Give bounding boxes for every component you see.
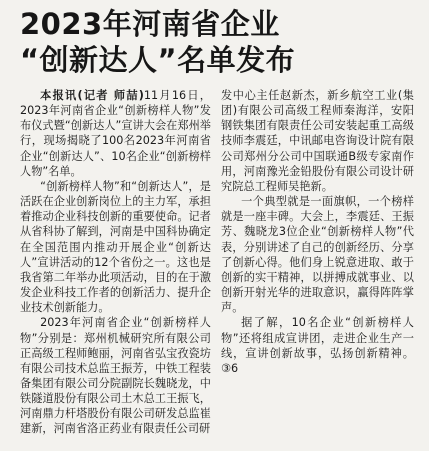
byline: 本报讯(记者 师喆)	[40, 89, 144, 102]
headline-line-2: “创新达人”名单发布	[20, 43, 296, 77]
lead-paragraph-text: 11月16日，2023年河南省企业“创新榜样人物”发布仪式暨“创新达人”宣讲大会在郑州举行，现场揭晓了100名2023年河南省企业“创新达人”、10名企业“创新榜样人物”名单。	[20, 89, 211, 178]
headline-line-1: 2023年河南省企业	[20, 7, 280, 41]
article-column-right	[221, 88, 414, 376]
paragraph-3-continued: 发中心主任赵新杰，新乡航空工业(集团)有限公司高级工程师秦海洋，安阳钢铁集团有限责任公司安装起重工高级技师李震廷，中讯邮电咨询设计院有限公司郑州分公司中国联通B级专家南作用，河南豫光金铅股份有限公司设计研究院总工程师吴艳新。	[221, 89, 414, 193]
headline	[20, 6, 295, 78]
article-column-left	[20, 88, 211, 437]
lead-paragraph	[20, 88, 211, 179]
paragraph-2: “创新榜样人物”和“创新达人”，是活跃在企业创新岗位上的主力军，承担着推动企业科技创新的重要使命。记者从省科协了解到，河南是中国科协确定在全国范围内推动开展企业“创新达人”宣讲活动的12个省份之一。这也是我省第二年举办此项活动，目的在于激发企业科技工作者的创新活力、提升企业技术创新能力。	[20, 179, 211, 315]
paragraph-5: 据了解，10名企业“创新榜样人物”还将组成宣讲团，走进企业生产一线，宣讲创新故事，弘扬创新精神。③6	[221, 316, 414, 375]
paragraph-3: 2023年河南省企业“创新榜样人物”分别是：郑州机械研究所有限公司正高级工程师鲍丽，河南省弘宝孜瓷坊有限公司技术总监王振芳，中铁工程装备集团有限公司分院副院长魏晓龙，中铁隧道股份有限公司土木总工王振飞，河南鼎力杆塔股份有限公司研发总监崔建新，河南省洛正药业有限责任公司研	[20, 316, 211, 436]
paragraph-4: 一个典型就是一面旗帜，一个榜样就是一座丰碑。大会上，李震廷、王振芳、魏晓龙3位企业“创新榜样人物”代表，分别讲述了自己的创新经历、分享了创新心得。他们身上锐意进取、敢于创新的实干精神，以拼搏成就事业、以创新开射光华的进取意识，赢得阵阵掌声。	[221, 195, 414, 315]
